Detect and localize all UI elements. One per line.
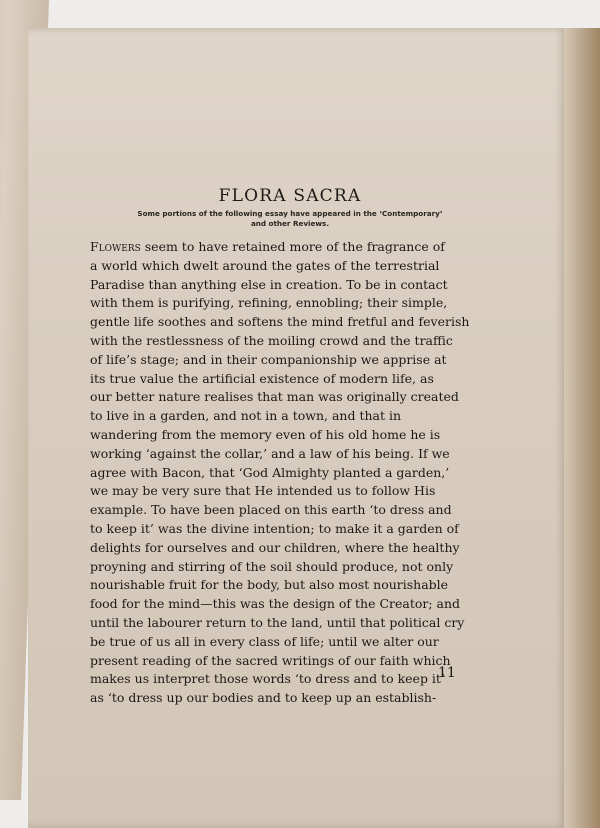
essay-line: gentle life soothes and softens the mind fretful and feverish bbox=[90, 314, 470, 330]
essay-first-word: Flowers bbox=[90, 239, 141, 254]
essay-line: a world which dwelt around the gates of the terrestrial bbox=[90, 257, 440, 273]
essay-line: to live in a garden, and not in a town, and that in bbox=[90, 408, 402, 424]
essay-line: delights for ourselves and our children, where the healthy bbox=[90, 539, 460, 555]
essay-line: as ‘to dress up our bodies and to keep up an establish- bbox=[90, 690, 437, 706]
essay-line: its true value the artificial existence of modern life, as bbox=[90, 370, 434, 386]
essay-note-line: Some portions of the following essay have appeared in the ‘Contemporary’ bbox=[137, 209, 443, 218]
essay-line: nourishable fruit for the body, but also most nourishable bbox=[90, 577, 449, 593]
essay-line: proyning and stirring of the soil should produce, not only bbox=[90, 558, 454, 574]
essay-line: be true of us all in every class of life; until we alter our bbox=[90, 633, 439, 649]
essay-line: present reading of the sacred writings of our faith which bbox=[90, 652, 451, 668]
essay-line: we may be very sure that He intended us to follow His bbox=[90, 483, 436, 499]
essay-body bbox=[90, 238, 480, 708]
essay-line: Paradise than anything else in creation. To be in contact bbox=[90, 276, 448, 292]
essay-line-rest: seem to have retained more of the fragrance of bbox=[140, 239, 445, 254]
page-number: 11 bbox=[438, 665, 456, 681]
essay-line: with them is purifying, refining, ennobling; their simple, bbox=[90, 295, 448, 311]
essay-line: with the restlessness of the moiling crowd and the traffic bbox=[90, 332, 453, 348]
essay-line: working ‘against the collar,’ and a law of his being. If we bbox=[90, 445, 450, 461]
essay-line: example. To have been placed on this earth ‘to dress and bbox=[90, 502, 452, 518]
essay-line: food for the mind—this was the design of the Creator; and bbox=[90, 596, 461, 612]
essay-line: wandering from the memory even of his old home he is bbox=[90, 426, 441, 442]
essay-line: until the labourer return to the land, until that political cry bbox=[90, 614, 465, 630]
essay-line: to keep it’ was the divine intention; to make it a garden of bbox=[90, 520, 459, 536]
page-edge-shadow bbox=[564, 28, 600, 828]
page-title: FLORA SACRA bbox=[218, 186, 362, 206]
essay-note bbox=[110, 209, 470, 229]
essay-note-line: and other Reviews. bbox=[250, 219, 330, 228]
essay-line bbox=[90, 238, 480, 257]
essay-line: of life’s stage; and in their companionship we apprise at bbox=[90, 351, 447, 367]
essay-line: agree with Bacon, that ‘God Almighty planted a garden,’ bbox=[90, 464, 450, 480]
essay-line: makes us interpret those words ‘to dress and to keep it’ bbox=[90, 671, 445, 687]
essay-line: our better nature realises that man was originally created bbox=[90, 389, 459, 405]
